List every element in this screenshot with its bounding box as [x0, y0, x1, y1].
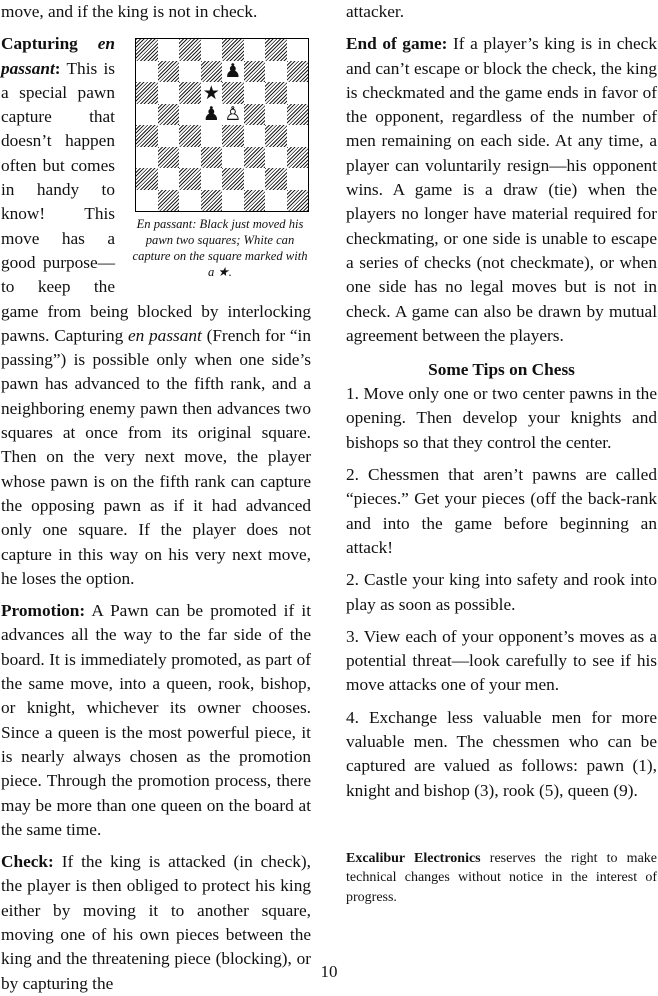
board-square	[158, 125, 180, 147]
board-square	[179, 61, 201, 83]
board-square	[158, 147, 180, 169]
board-square	[244, 190, 266, 212]
board-square	[201, 61, 223, 83]
board-square	[244, 39, 266, 61]
board-square	[158, 190, 180, 212]
board-square	[222, 61, 244, 83]
board-square	[265, 125, 287, 147]
board-square	[136, 147, 158, 169]
board-square	[244, 104, 266, 126]
heading-promotion: Promotion:	[1, 601, 86, 621]
board-square	[287, 147, 309, 169]
board-square	[179, 104, 201, 126]
tip-3: 2. Castle your king into safety and rook into play as soon as possible.	[346, 570, 657, 614]
page-number: 10	[320, 962, 338, 981]
paragraph-move-fragment: move, and if the king is not in check.	[1, 2, 258, 21]
board-square	[136, 125, 158, 147]
board-square	[222, 147, 244, 169]
board-square	[265, 168, 287, 190]
board-square	[158, 168, 180, 190]
board-square	[287, 61, 309, 83]
en-passant-diagram	[123, 38, 311, 280]
board-square	[244, 168, 266, 190]
board-square	[201, 104, 223, 126]
board-square	[222, 125, 244, 147]
board-square	[201, 168, 223, 190]
tip-5: 4. Exchange less valuable men for more valuable men. The chessmen who can be captured are valued as follows: pawn (1), knight and bishop (3), rook (5), queen (9).	[346, 707, 657, 800]
board-square	[158, 82, 180, 104]
board-square	[265, 61, 287, 83]
board-square	[201, 82, 223, 104]
board-square	[287, 168, 309, 190]
board-square	[158, 39, 180, 61]
board-square	[222, 104, 244, 126]
tip-2: 2. Chessmen that aren’t pawns are called “pieces.” Get your pieces (off the back-rank and into the game before beginning an attack!	[346, 465, 657, 557]
board-square	[158, 104, 180, 126]
paragraph-attacker-fragment: attacker.	[346, 2, 405, 21]
board-square	[265, 190, 287, 212]
board-square	[265, 104, 287, 126]
board-square	[201, 190, 223, 212]
black-pawn-icon: ♟	[202, 103, 220, 126]
tip-4: 3. View each of your opponent’s moves as a potential threat—look carefully to see if his move attacks one of your men.	[346, 626, 657, 695]
board-square	[244, 147, 266, 169]
board-square	[179, 125, 201, 147]
board-square	[265, 147, 287, 169]
board-square	[265, 39, 287, 61]
paragraph-en-passant: ♟ ★ ♟ ♙ En passant: Black just moved his pawn two squares; White can capture on the square marked with a ★. Capturing en passant: This is a special pawn capture that doesn’t happen often but comes in handy to know! This move has a good purpose—to keep the game from being blocked by interlocking pawns. Capturing en passant (French for “in passing”) is possible only when one side’s pawn has advanced to the fifth rank, and a neighboring enemy pawn then advances two squares at once from its original square. Then on the very next move, the player whose pawn is on the fifth rank can capture the opposing pawn as if it had advanced only one square. If the player does not capture in this way on his very next move, he loses the option.	[1, 34, 311, 588]
brand-name: Excalibur Electronics	[346, 850, 481, 866]
board-square	[244, 61, 266, 83]
paragraph-check: Check: If the king is attacked (in check), the player is then obliged to protect his king either by moving it to another square, moving one of his own pieces between the king and the threatening piece (blocking), or by capturing the	[1, 852, 311, 993]
board-square	[244, 82, 266, 104]
diagram-caption: En passant: Black just moved his pawn two squares; White can capture on the square marked with a ★.	[132, 217, 308, 280]
star-marker-icon: ★	[202, 81, 220, 104]
board-square	[136, 82, 158, 104]
board-square	[136, 190, 158, 212]
board-square	[287, 104, 309, 126]
board-square	[287, 39, 309, 61]
board-square	[136, 61, 158, 83]
chess-board	[135, 38, 309, 212]
board-square	[287, 82, 309, 104]
board-square	[179, 168, 201, 190]
board-square	[287, 125, 309, 147]
board-square	[136, 104, 158, 126]
board-square	[222, 82, 244, 104]
legal-notice: Excalibur Electronics reserves the right to make technical changes without notice in the interest of progress.	[346, 850, 657, 905]
board-square	[136, 39, 158, 61]
white-pawn-icon: ♙	[224, 103, 242, 126]
board-square	[222, 39, 244, 61]
board-square	[179, 190, 201, 212]
tip-1: 1. Move only one or two center pawns in the opening. Then develop your knights and bishops so that they control the center.	[346, 384, 657, 452]
right-column	[346, 0, 657, 907]
board-square	[136, 168, 158, 190]
board-square	[287, 190, 309, 212]
black-pawn-icon: ♟	[224, 60, 242, 83]
board-square	[265, 82, 287, 104]
board-square	[201, 147, 223, 169]
board-square	[179, 39, 201, 61]
tips-heading: Some Tips on Chess	[428, 360, 575, 380]
board-square	[201, 39, 223, 61]
board-square	[179, 82, 201, 104]
board-square	[201, 125, 223, 147]
board-square	[222, 168, 244, 190]
heading-check: Check:	[1, 852, 54, 872]
paragraph-end-of-game: End of game: If a player’s king is in check and can’t escape or block the check, the king is checkmated and the game ends in favor of the opponent, regardless of the number of men remaining on each side. At any time, a player can voluntarily resign—his opponent wins. A game is a draw (tie) when the players no longer have material required for checkmating, or one side is unable to escape a series of checks (not checkmate), or when one side has no legal moves but is not in check. A game can also be drawn by mutual agreement between the players.	[346, 34, 657, 345]
heading-capturing: Capturing en passant:	[1, 34, 115, 78]
paragraph-promotion: Promotion: A Pawn can be promoted if it advances all the way to the far side of the board. It is immediately promoted, as part of the same move, into a queen, rook, bishop, or knight, whichever its owner chooses. Since a queen is the most powerful piece, it is nearly always chosen as the promotion piece. Through the promotion process, there may be more than one queen on the board at the same time.	[1, 601, 311, 839]
board-square	[179, 147, 201, 169]
board-square	[222, 190, 244, 212]
left-column	[1, 0, 311, 996]
board-square	[244, 125, 266, 147]
board-square	[158, 61, 180, 83]
heading-end-of-game: End of game:	[346, 34, 448, 54]
